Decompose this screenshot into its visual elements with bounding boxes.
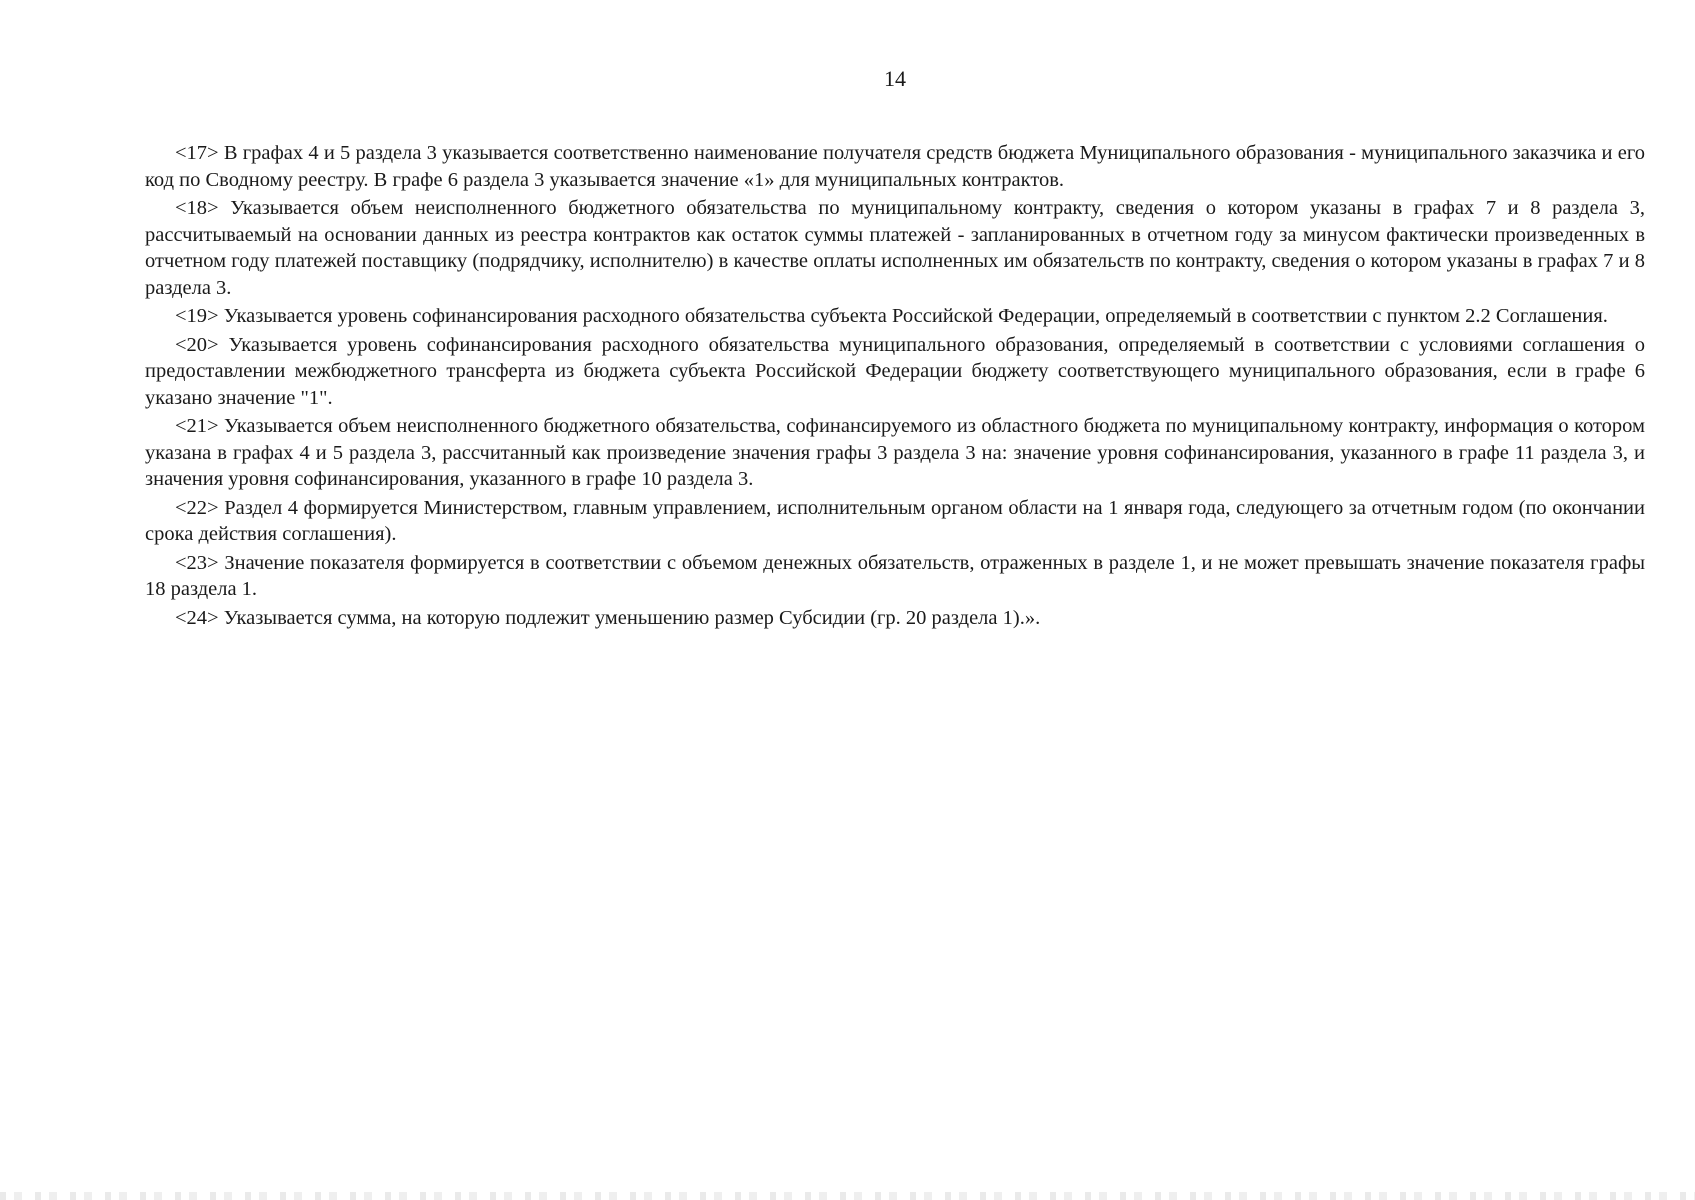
footnote-21: <21> Указывается объем неисполненного бюджетного обязательства, софинансируемого из областного бюджета по муниципальному контракту, информация о котором указана в графах 4 и 5 раздела 3, рассчитанный как произведение значения графы 3 раздела 3 на: значение уровня софинансирования, указанного в графе 11 раздела 3, и значения уровня софинансирования, указанного в графе 10 раздела 3. (145, 415, 1645, 490)
footnotes-block (145, 140, 1645, 633)
footnote-18: <18> Указывается объем неисполненного бюджетного обязательства по муниципальному контракту, сведения о котором указаны в графах 7 и 8 раздела 3, рассчитываемый на основании данных из реестра контрактов как остаток суммы платежей - запланированных в отчетном году за минусом фактически произведенных в отчетном году платежей поставщику (подрядчику, исполнителю) в качестве оплаты исполненных им обязательств по контракту, сведения о котором указаны в графах 7 и 8 раздела 3. (145, 197, 1645, 299)
footnote-24: <24> Указывается сумма, на которую подлежит уменьшению размер Субсидии (гр. 20 раздела 1).». (175, 606, 1041, 629)
footnote-22: <22> Раздел 4 формируется Министерством, главным управлением, исполнительным органом области на 1 января года, следующего за отчетным годом (по окончании срока действия соглашения). (145, 496, 1645, 545)
scan-edge-artifact (0, 1192, 1695, 1200)
page-number: 14 (884, 66, 906, 91)
footnote-20: <20> Указывается уровень софинансирования расходного обязательства муниципального образования, определяемый в соответствии с условиями соглашения о предоставлении межбюджетного трансферта из бюджета субъекта Российской Федерации бюджету соответствующего муниципального образования, если в графе 6 указано значение "1". (145, 333, 1645, 409)
footnote-17: <17> В графах 4 и 5 раздела 3 указывается соответственно наименование получателя средств бюджета Муниципального образования - муниципального заказчика и его код по Сводному реестру. В графе 6 раздела 3 указывается значение «1» для муниципальных контрактов. (145, 142, 1645, 191)
footnote-23: <23> Значение показателя формируется в соответствии с объемом денежных обязательств, отраженных в разделе 1, и не может превышать значение показателя графы 18 раздела 1. (145, 551, 1645, 600)
footnote-19: <19> Указывается уровень софинансирования расходного обязательства субъекта Российской Федерации, определяемый в соответствии с пунктом 2.2 Соглашения. (175, 305, 1608, 327)
